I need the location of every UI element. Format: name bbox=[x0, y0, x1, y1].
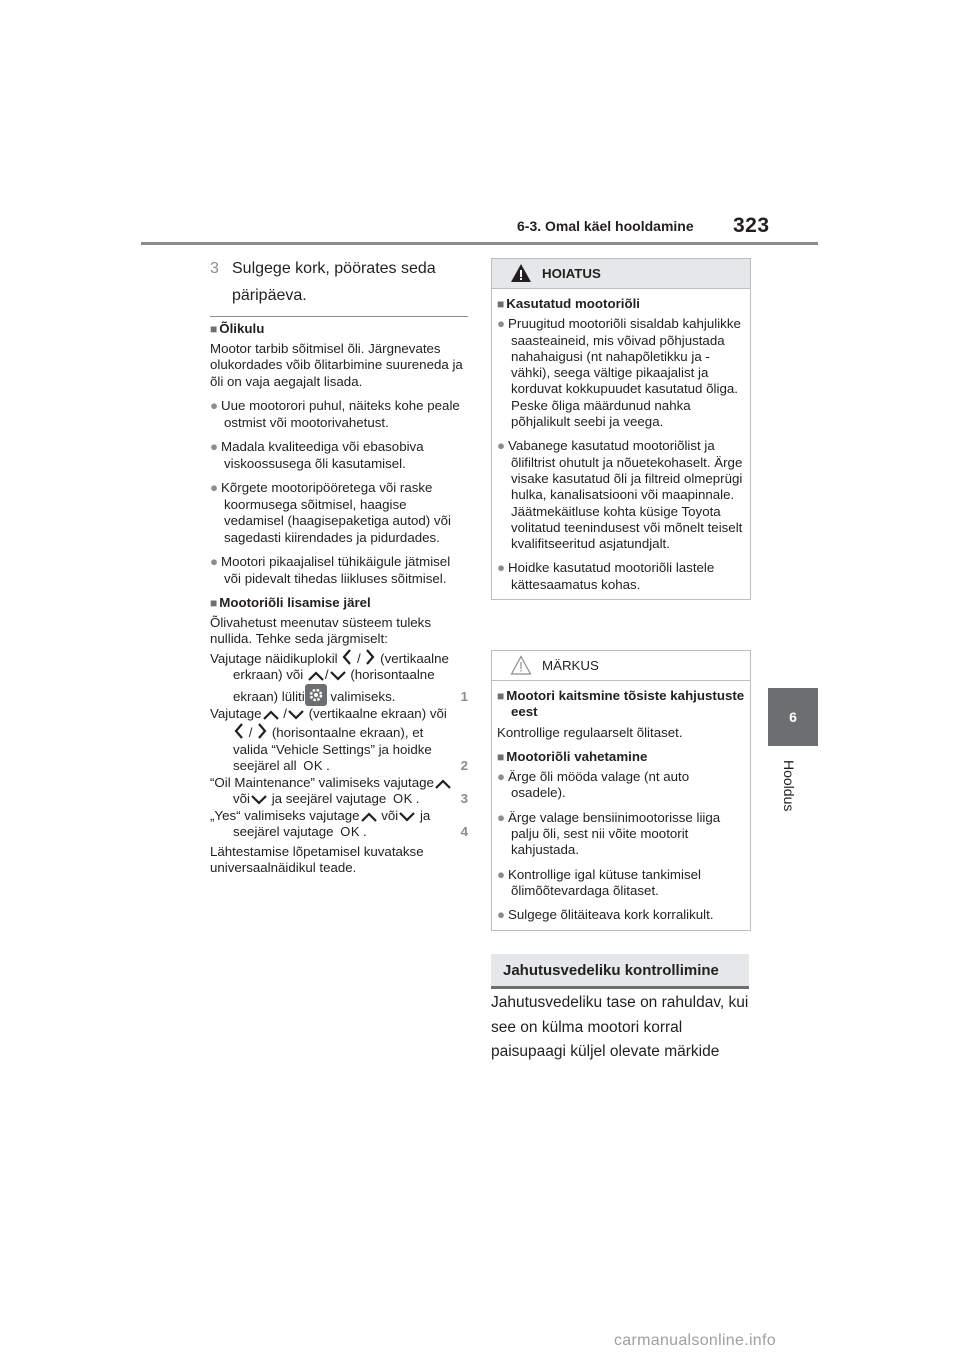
header-rule bbox=[141, 242, 818, 245]
after-oil-heading: ■ Mootoriõli lisamise järel bbox=[210, 595, 371, 610]
chevron-up-icon bbox=[262, 709, 280, 721]
list-item: ● Kõrgete mootoripööretega või raske koormusega sõitmisel, haagise vedamisel (haagisepaketiga autod) või sagedasti kiirendades ja pidurdades. bbox=[210, 480, 451, 545]
list-item: ● Ärge valage bensiinimootorisse liiga palju õli, sest nii võite mootorit kahjustada. bbox=[497, 809, 721, 858]
list-item: ● Kontrollige igal kütuse tankimisel õlimõõtevardaga õlitaset. bbox=[497, 866, 701, 898]
procedure-step-2: Vajutage / (vertikaalne ekraan) või / (horisontaalne ekraan), et valida “Vehicle Settings” ja hoidke seejärel all OK . 2 bbox=[210, 705, 468, 773]
coolant-heading-bar bbox=[491, 954, 749, 989]
coolant-body: Jahutusvedeliku tase on rahuldav, kui see on külma mootori korral paisupaagi küljel olevate märkide bbox=[491, 994, 749, 1060]
notice-text: Kontrollige regulaarselt õlitaset. bbox=[497, 724, 683, 740]
warning-header bbox=[492, 259, 750, 289]
list-item: ● Vabanege kasutatud mootoriõlist ja õlifiltrist ohutult ja nõuetekohaselt. Ärge visake kasutatud õli ja filtreid olmeprügi hulka, kanalisatsiooni või maapinnale. bbox=[497, 438, 743, 503]
notice-title: MÄRKUS bbox=[542, 658, 599, 673]
section-title: 6-3. Omal käel hooldamine bbox=[517, 218, 694, 234]
chevron-up-icon bbox=[434, 778, 452, 790]
list-item: ● Ärge õli mööda valage (nt auto osadele). bbox=[497, 769, 690, 801]
warning-heading: ■ Kasutatud mootoriõli bbox=[497, 296, 640, 311]
list-item: ● Hoidke kasutatud mootoriõli lastele kättesaamatus kohas. bbox=[497, 560, 715, 592]
chapter-label: Hooldus bbox=[781, 760, 797, 812]
chevron-up-icon bbox=[360, 811, 378, 823]
notice-box bbox=[491, 650, 751, 931]
ok-button-icon: OK bbox=[340, 824, 361, 839]
notice-heading-2: ■ Mootoriõli vahetamine bbox=[497, 748, 648, 764]
divider bbox=[210, 316, 468, 317]
chapter-tab: 6 bbox=[768, 688, 818, 746]
notice-heading-1: ■ Mootori kaitsmine tõsiste kahjustuste eest bbox=[497, 688, 745, 720]
oil-use-heading: ■ Õlikulu bbox=[210, 321, 265, 336]
list-item: ● Pruugitud mootoriõli sisaldab kahjulikke saasteaineid, mis võivad põhjustada nahahaigusi (nt nahapõletikku ja -vähki), seega vältige pikaajalist ja korduvat kokkupuudet kasutatud õliga. Peske õliga määrdunud nahka põhjalikult seebi ja veega. bbox=[497, 316, 741, 430]
ok-button-icon: OK bbox=[392, 791, 413, 806]
procedure-step-1: Vajutage näidikuplokil / (vertikaalne erkraan) või / (horisontaalne ekraan) lüliti valimiseks. 1 bbox=[210, 648, 468, 706]
step-3 bbox=[210, 255, 468, 309]
step-number: 2 bbox=[460, 758, 468, 773]
after-oil-outro: Lähtestamise lõpetamisel kuvatakse universaalnäidikul teade. bbox=[210, 843, 424, 875]
step-text-1: Sulgege kork, pöörates seda bbox=[232, 260, 436, 277]
step-number: 3 bbox=[460, 791, 468, 806]
step-number: 4 bbox=[460, 824, 468, 839]
list-item: ● Uue mootorori puhul, näiteks kohe peale ostmist või mootorivahetust. bbox=[210, 398, 460, 430]
chevron-down-icon bbox=[329, 670, 347, 682]
chevron-left-icon bbox=[233, 722, 245, 740]
chevron-right-icon bbox=[364, 648, 376, 666]
settings-gear-icon bbox=[305, 684, 327, 706]
list-item: ● Mootori pikaajalisel tühikäigule jätmisel või pidevalt tihedas liikluses sõitmisel. bbox=[210, 554, 451, 586]
procedure-step-3: “Oil Maintenance” valimiseks vajutage või ja seejärel vajutage OK . 3 bbox=[210, 774, 468, 806]
step-number: 3 bbox=[210, 260, 219, 277]
notice-header bbox=[492, 651, 750, 681]
step-text-2: päripäeva. bbox=[232, 287, 307, 304]
list-item: ● Sulgege õlitäiteava kork korralikult. bbox=[497, 907, 714, 923]
chevron-down-icon bbox=[287, 709, 305, 721]
warning-box bbox=[491, 258, 751, 600]
step-number: 1 bbox=[460, 689, 468, 704]
chevron-up-icon bbox=[307, 670, 325, 682]
chevron-right-icon bbox=[256, 722, 268, 740]
after-oil-intro: Õlivahetust meenutav süsteem tuleks nullida. Tehke seda järgmiselt: bbox=[210, 614, 431, 646]
chevron-down-icon bbox=[250, 794, 268, 806]
chevron-left-icon bbox=[341, 648, 353, 666]
ok-button-icon: OK bbox=[303, 758, 324, 773]
warning-extra: Jäätmekäitluse kohta küsige Toyota volitatud teenindusest või mõnelt teiselt kvalifitseeritud asjatundjalt. bbox=[511, 503, 743, 552]
caution-triangle-icon bbox=[510, 655, 532, 675]
chevron-down-icon bbox=[398, 811, 416, 823]
left-column bbox=[210, 321, 468, 877]
watermark: carmanualsonline.info bbox=[614, 1332, 776, 1349]
warning-title: HOIATUS bbox=[542, 266, 601, 281]
oil-use-intro: Mootor tarbib sõitmisel õli. Järgnevates olukordades võib õlitarbimine suureneda ja õli on vaja aegajalt lisada. bbox=[210, 340, 463, 389]
procedure-step-4: „Yes“ valimiseks vajutage või ja seejärel vajutage OK . 4 bbox=[210, 807, 468, 839]
warning-triangle-icon bbox=[510, 263, 532, 283]
list-item: ● Madala kvaliteediga või ebasobiva viskoossusega õli kasutamisel. bbox=[210, 439, 424, 471]
page-number: 323 bbox=[733, 214, 770, 237]
coolant-heading: Jahutusvedeliku kontrollimine bbox=[503, 962, 719, 979]
